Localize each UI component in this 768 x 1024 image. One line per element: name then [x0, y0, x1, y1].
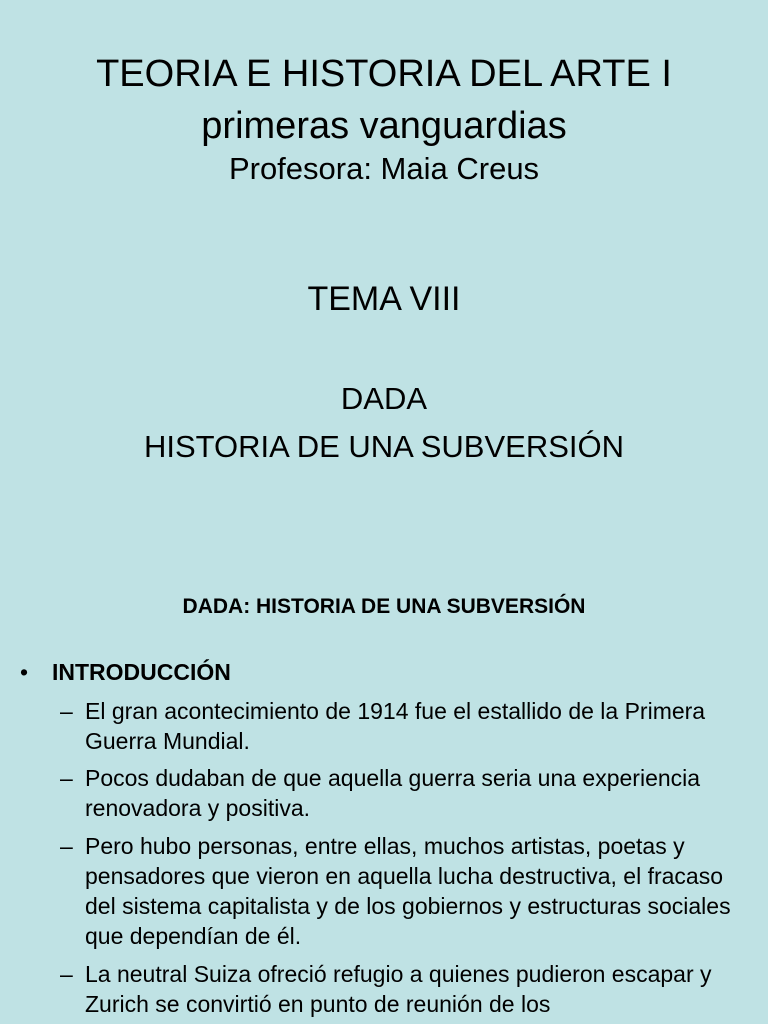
list-item	[60, 959, 750, 1019]
dash-icon: –	[60, 765, 73, 791]
dash-icon: –	[60, 698, 73, 724]
dash-icon: –	[60, 833, 73, 859]
list-item	[60, 763, 750, 823]
topic-subtitle: HISTORIA DE UNA SUBVERSIÓN	[143, 429, 625, 464]
dash-icon: –	[60, 961, 73, 987]
course-subtitle: primeras vanguardias	[201, 105, 567, 147]
slide-heading: DADA: HISTORIA DE UNA SUBVERSIÓN	[182, 595, 586, 618]
section-heading: INTRODUCCIÓN	[52, 659, 231, 685]
professor-name: Profesora: Maia Creus	[228, 151, 540, 186]
list-item-text: Pocos dudaban de que aquella guerra seria una experiencia renovadora y positiva.	[85, 765, 701, 821]
tema-heading: TEMA VIII	[307, 280, 461, 318]
list-item-text: Pero hubo personas, entre ellas, muchos artistas, poetas y pensadores que vieron en aquella lucha destructiva, el fracaso del sistema capitalista y de los gobiernos y estructuras sociales que dependían de él.	[85, 833, 731, 949]
list-item	[60, 831, 750, 951]
course-title: TEORIA E HISTORIA DEL ARTE I	[96, 53, 672, 95]
list-item-text: El gran acontecimiento de 1914 fue el estallido de la Primera Guerra Mundial.	[85, 698, 706, 754]
list-item	[60, 696, 750, 756]
bullet-icon: •	[20, 659, 29, 685]
list-item-text: La neutral Suiza ofreció refugio a quienes pudieron escapar y Zurich se convirtió en punto de reunión de los	[85, 961, 712, 1017]
topic-title: DADA	[340, 381, 428, 416]
